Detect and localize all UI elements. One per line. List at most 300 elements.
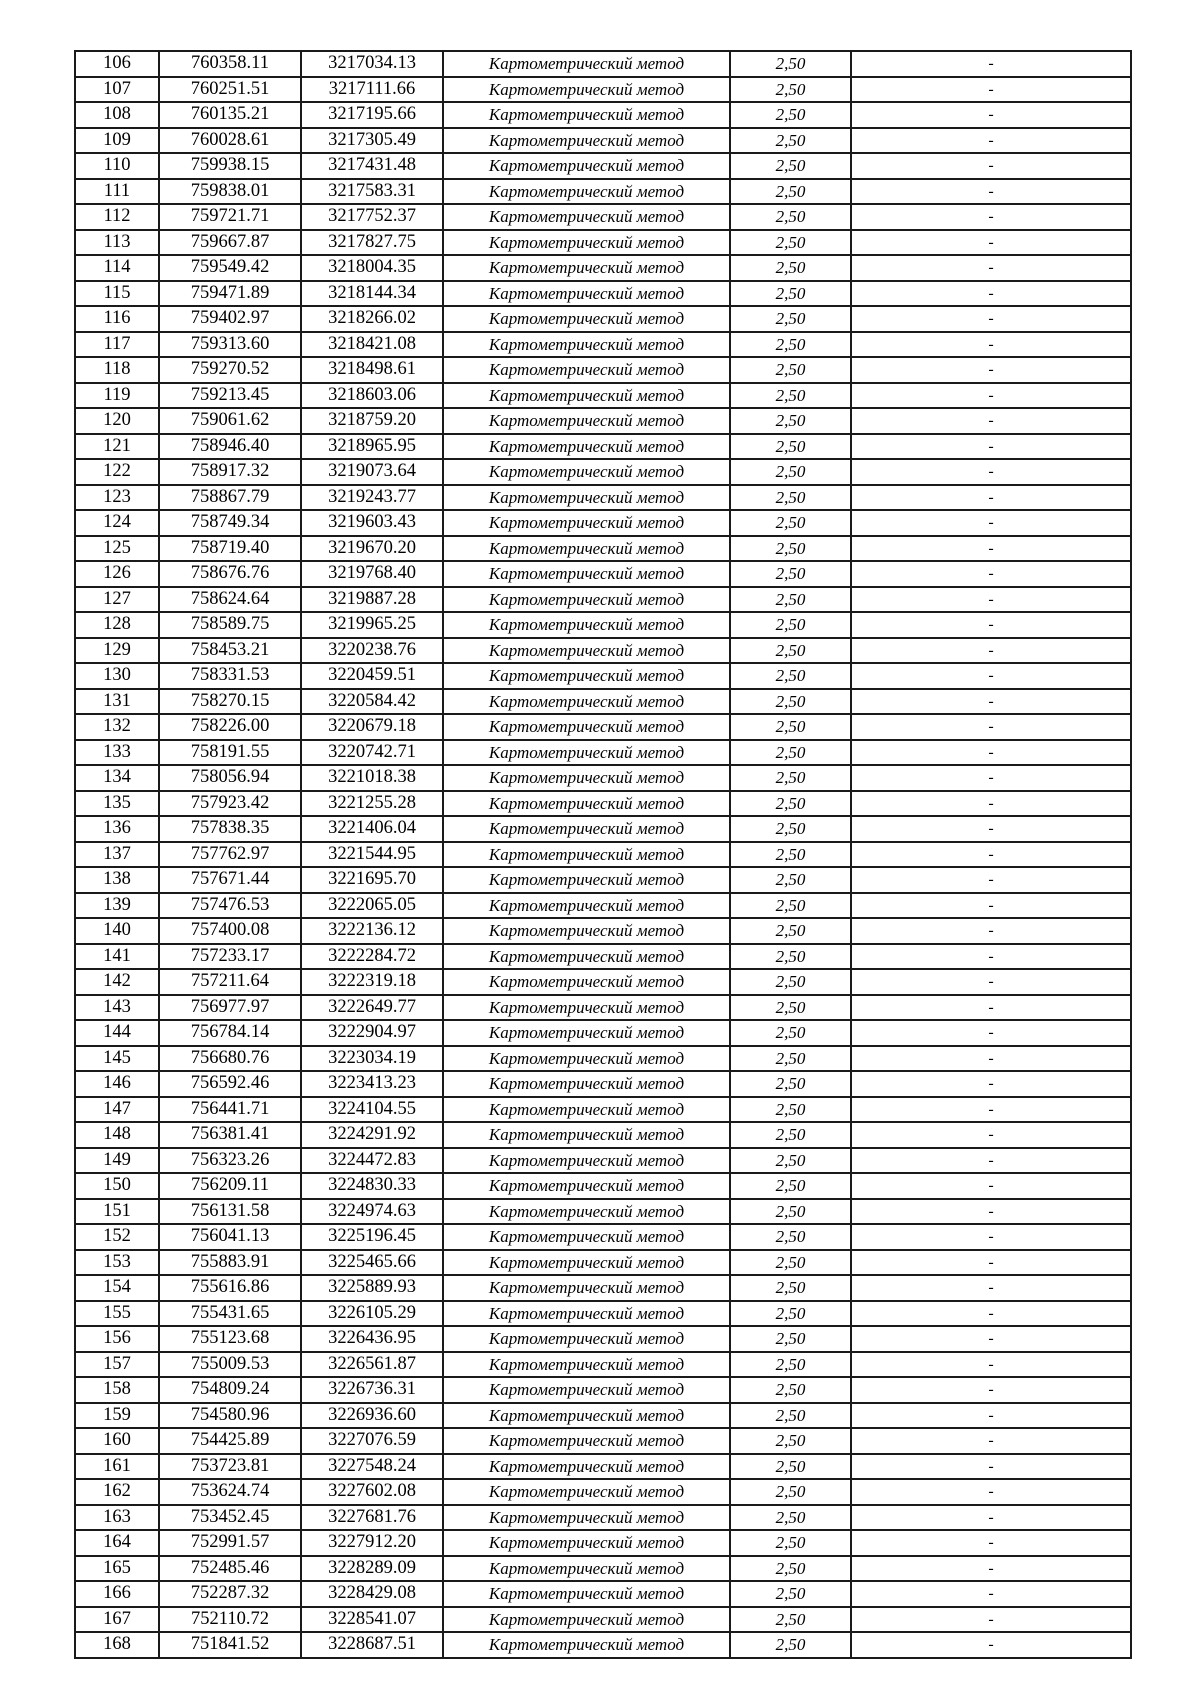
x-coordinate-cell: 758331.53 <box>159 663 301 689</box>
table-row <box>75 765 1131 791</box>
y-coordinate-cell: 3227548.24 <box>301 1454 443 1480</box>
accuracy-cell: 2,50 <box>730 77 851 103</box>
point-number-cell: 168 <box>75 1632 159 1658</box>
table-row <box>75 740 1131 766</box>
point-number-cell: 129 <box>75 638 159 664</box>
description-cell: - <box>851 510 1131 536</box>
y-coordinate-cell: 3219073.64 <box>301 459 443 485</box>
x-coordinate-cell: 758270.15 <box>159 689 301 715</box>
method-cell: Картометрический метод <box>443 867 730 893</box>
accuracy-cell: 2,50 <box>730 204 851 230</box>
point-number-cell: 162 <box>75 1479 159 1505</box>
y-coordinate-cell: 3228289.09 <box>301 1556 443 1582</box>
description-cell: - <box>851 1607 1131 1633</box>
point-number-cell: 155 <box>75 1301 159 1327</box>
table-row <box>75 1479 1131 1505</box>
point-number-cell: 140 <box>75 918 159 944</box>
table-row <box>75 153 1131 179</box>
y-coordinate-cell: 3217034.13 <box>301 51 443 77</box>
method-cell: Картометрический метод <box>443 1173 730 1199</box>
point-number-cell: 114 <box>75 255 159 281</box>
accuracy-cell: 2,50 <box>730 1556 851 1582</box>
description-cell: - <box>851 638 1131 664</box>
point-number-cell: 111 <box>75 179 159 205</box>
x-coordinate-cell: 756041.13 <box>159 1224 301 1250</box>
y-coordinate-cell: 3226936.60 <box>301 1403 443 1429</box>
method-cell: Картометрический метод <box>443 153 730 179</box>
y-coordinate-cell: 3219887.28 <box>301 587 443 613</box>
y-coordinate-cell: 3218421.08 <box>301 332 443 358</box>
description-cell: - <box>851 1173 1131 1199</box>
description-cell: - <box>851 1377 1131 1403</box>
point-number-cell: 153 <box>75 1250 159 1276</box>
x-coordinate-cell: 757762.97 <box>159 842 301 868</box>
x-coordinate-cell: 752485.46 <box>159 1556 301 1582</box>
table-row <box>75 1275 1131 1301</box>
x-coordinate-cell: 757923.42 <box>159 791 301 817</box>
table-row <box>75 1071 1131 1097</box>
table-row <box>75 1581 1131 1607</box>
description-cell: - <box>851 663 1131 689</box>
y-coordinate-cell: 3224291.92 <box>301 1122 443 1148</box>
table-row <box>75 638 1131 664</box>
x-coordinate-cell: 752287.32 <box>159 1581 301 1607</box>
accuracy-cell: 2,50 <box>730 102 851 128</box>
description-cell: - <box>851 230 1131 256</box>
method-cell: Картометрический метод <box>443 689 730 715</box>
description-cell: - <box>851 918 1131 944</box>
description-cell: - <box>851 1071 1131 1097</box>
x-coordinate-cell: 755883.91 <box>159 1250 301 1276</box>
description-cell: - <box>851 1097 1131 1123</box>
method-cell: Картометрический метод <box>443 1454 730 1480</box>
y-coordinate-cell: 3228429.08 <box>301 1581 443 1607</box>
point-number-cell: 131 <box>75 689 159 715</box>
accuracy-cell: 2,50 <box>730 791 851 817</box>
table-row <box>75 357 1131 383</box>
description-cell: - <box>851 153 1131 179</box>
y-coordinate-cell: 3221544.95 <box>301 842 443 868</box>
x-coordinate-cell: 755616.86 <box>159 1275 301 1301</box>
accuracy-cell: 2,50 <box>730 1224 851 1250</box>
method-cell: Картометрический метод <box>443 1607 730 1633</box>
method-cell: Картометрический метод <box>443 969 730 995</box>
point-number-cell: 108 <box>75 102 159 128</box>
method-cell: Картометрический метод <box>443 1046 730 1072</box>
table-row <box>75 255 1131 281</box>
description-cell: - <box>851 1428 1131 1454</box>
method-cell: Картометрический метод <box>443 51 730 77</box>
method-cell: Картометрический метод <box>443 918 730 944</box>
point-number-cell: 118 <box>75 357 159 383</box>
method-cell: Картометрический метод <box>443 587 730 613</box>
point-number-cell: 119 <box>75 383 159 409</box>
x-coordinate-cell: 759313.60 <box>159 332 301 358</box>
method-cell: Картометрический метод <box>443 1326 730 1352</box>
table-row <box>75 1403 1131 1429</box>
description-cell: - <box>851 332 1131 358</box>
point-number-cell: 136 <box>75 816 159 842</box>
x-coordinate-cell: 753624.74 <box>159 1479 301 1505</box>
point-number-cell: 133 <box>75 740 159 766</box>
accuracy-cell: 2,50 <box>730 1479 851 1505</box>
table-row <box>75 1250 1131 1276</box>
y-coordinate-cell: 3220238.76 <box>301 638 443 664</box>
table-row <box>75 459 1131 485</box>
accuracy-cell: 2,50 <box>730 536 851 562</box>
point-number-cell: 126 <box>75 561 159 587</box>
x-coordinate-cell: 752110.72 <box>159 1607 301 1633</box>
x-coordinate-cell: 753452.45 <box>159 1505 301 1531</box>
table-row <box>75 1428 1131 1454</box>
description-cell: - <box>851 1122 1131 1148</box>
table-row <box>75 1632 1131 1658</box>
method-cell: Картометрический метод <box>443 1352 730 1378</box>
point-number-cell: 113 <box>75 230 159 256</box>
description-cell: - <box>851 995 1131 1021</box>
table-row <box>75 714 1131 740</box>
accuracy-cell: 2,50 <box>730 1632 851 1658</box>
point-number-cell: 121 <box>75 434 159 460</box>
x-coordinate-cell: 756977.97 <box>159 995 301 1021</box>
method-cell: Картометрический метод <box>443 791 730 817</box>
accuracy-cell: 2,50 <box>730 689 851 715</box>
description-cell: - <box>851 1046 1131 1072</box>
accuracy-cell: 2,50 <box>730 867 851 893</box>
description-cell: - <box>851 281 1131 307</box>
description-cell: - <box>851 357 1131 383</box>
x-coordinate-cell: 760135.21 <box>159 102 301 128</box>
description-cell: - <box>851 1632 1131 1658</box>
method-cell: Картометрический метод <box>443 255 730 281</box>
table-row <box>75 1352 1131 1378</box>
y-coordinate-cell: 3220742.71 <box>301 740 443 766</box>
table-row <box>75 306 1131 332</box>
accuracy-cell: 2,50 <box>730 638 851 664</box>
y-coordinate-cell: 3227076.59 <box>301 1428 443 1454</box>
table-row <box>75 1097 1131 1123</box>
table-row <box>75 485 1131 511</box>
x-coordinate-cell: 756323.26 <box>159 1148 301 1174</box>
point-number-cell: 151 <box>75 1199 159 1225</box>
method-cell: Картометрический метод <box>443 1377 730 1403</box>
point-number-cell: 110 <box>75 153 159 179</box>
table-row <box>75 1326 1131 1352</box>
y-coordinate-cell: 3221255.28 <box>301 791 443 817</box>
table-row <box>75 1020 1131 1046</box>
x-coordinate-cell: 757838.35 <box>159 816 301 842</box>
x-coordinate-cell: 756441.71 <box>159 1097 301 1123</box>
x-coordinate-cell: 751841.52 <box>159 1632 301 1658</box>
x-coordinate-cell: 758191.55 <box>159 740 301 766</box>
method-cell: Картометрический метод <box>443 765 730 791</box>
accuracy-cell: 2,50 <box>730 740 851 766</box>
point-number-cell: 166 <box>75 1581 159 1607</box>
description-cell: - <box>851 536 1131 562</box>
accuracy-cell: 2,50 <box>730 1097 851 1123</box>
method-cell: Картометрический метод <box>443 816 730 842</box>
accuracy-cell: 2,50 <box>730 561 851 587</box>
x-coordinate-cell: 755009.53 <box>159 1352 301 1378</box>
description-cell: - <box>851 867 1131 893</box>
method-cell: Картометрический метод <box>443 995 730 1021</box>
method-cell: Картометрический метод <box>443 893 730 919</box>
accuracy-cell: 2,50 <box>730 969 851 995</box>
accuracy-cell: 2,50 <box>730 1020 851 1046</box>
method-cell: Картометрический метод <box>443 1428 730 1454</box>
method-cell: Картометрический метод <box>443 1275 730 1301</box>
y-coordinate-cell: 3226105.29 <box>301 1301 443 1327</box>
x-coordinate-cell: 759471.89 <box>159 281 301 307</box>
y-coordinate-cell: 3221406.04 <box>301 816 443 842</box>
accuracy-cell: 2,50 <box>730 1505 851 1531</box>
point-number-cell: 152 <box>75 1224 159 1250</box>
description-cell: - <box>851 612 1131 638</box>
accuracy-cell: 2,50 <box>730 1046 851 1072</box>
point-number-cell: 124 <box>75 510 159 536</box>
accuracy-cell: 2,50 <box>730 1148 851 1174</box>
point-number-cell: 142 <box>75 969 159 995</box>
y-coordinate-cell: 3224104.55 <box>301 1097 443 1123</box>
description-cell: - <box>851 383 1131 409</box>
x-coordinate-cell: 757671.44 <box>159 867 301 893</box>
description-cell: - <box>851 77 1131 103</box>
y-coordinate-cell: 3224830.33 <box>301 1173 443 1199</box>
table-row <box>75 1199 1131 1225</box>
y-coordinate-cell: 3224472.83 <box>301 1148 443 1174</box>
method-cell: Картометрический метод <box>443 1403 730 1429</box>
point-number-cell: 127 <box>75 587 159 613</box>
table-row <box>75 1122 1131 1148</box>
table-row <box>75 867 1131 893</box>
accuracy-cell: 2,50 <box>730 230 851 256</box>
point-number-cell: 139 <box>75 893 159 919</box>
x-coordinate-cell: 759838.01 <box>159 179 301 205</box>
x-coordinate-cell: 755431.65 <box>159 1301 301 1327</box>
y-coordinate-cell: 3218498.61 <box>301 357 443 383</box>
method-cell: Картометрический метод <box>443 1505 730 1531</box>
x-coordinate-cell: 758719.40 <box>159 536 301 562</box>
accuracy-cell: 2,50 <box>730 1530 851 1556</box>
point-number-cell: 132 <box>75 714 159 740</box>
method-cell: Картометрический метод <box>443 1632 730 1658</box>
accuracy-cell: 2,50 <box>730 944 851 970</box>
point-number-cell: 147 <box>75 1097 159 1123</box>
description-cell: - <box>851 1556 1131 1582</box>
table-row <box>75 408 1131 434</box>
x-coordinate-cell: 753723.81 <box>159 1454 301 1480</box>
method-cell: Картометрический метод <box>443 740 730 766</box>
y-coordinate-cell: 3220584.42 <box>301 689 443 715</box>
table-row <box>75 230 1131 256</box>
method-cell: Картометрический метод <box>443 561 730 587</box>
point-number-cell: 125 <box>75 536 159 562</box>
x-coordinate-cell: 758946.40 <box>159 434 301 460</box>
x-coordinate-cell: 756209.11 <box>159 1173 301 1199</box>
y-coordinate-cell: 3217752.37 <box>301 204 443 230</box>
description-cell: - <box>851 179 1131 205</box>
y-coordinate-cell: 3228541.07 <box>301 1607 443 1633</box>
table-row <box>75 1301 1131 1327</box>
description-cell: - <box>851 1020 1131 1046</box>
x-coordinate-cell: 757476.53 <box>159 893 301 919</box>
method-cell: Картометрический метод <box>443 1097 730 1123</box>
accuracy-cell: 2,50 <box>730 995 851 1021</box>
table-row <box>75 1454 1131 1480</box>
y-coordinate-cell: 3225196.45 <box>301 1224 443 1250</box>
y-coordinate-cell: 3225889.93 <box>301 1275 443 1301</box>
method-cell: Картометрический метод <box>443 842 730 868</box>
table-row <box>75 969 1131 995</box>
accuracy-cell: 2,50 <box>730 306 851 332</box>
point-number-cell: 112 <box>75 204 159 230</box>
table-row <box>75 1148 1131 1174</box>
y-coordinate-cell: 3218144.34 <box>301 281 443 307</box>
description-cell: - <box>851 893 1131 919</box>
description-cell: - <box>851 255 1131 281</box>
accuracy-cell: 2,50 <box>730 1326 851 1352</box>
accuracy-cell: 2,50 <box>730 587 851 613</box>
y-coordinate-cell: 3225465.66 <box>301 1250 443 1276</box>
x-coordinate-cell: 756381.41 <box>159 1122 301 1148</box>
accuracy-cell: 2,50 <box>730 459 851 485</box>
point-number-cell: 164 <box>75 1530 159 1556</box>
point-number-cell: 130 <box>75 663 159 689</box>
point-number-cell: 135 <box>75 791 159 817</box>
x-coordinate-cell: 758676.76 <box>159 561 301 587</box>
table-row <box>75 102 1131 128</box>
accuracy-cell: 2,50 <box>730 1173 851 1199</box>
method-cell: Картометрический метод <box>443 510 730 536</box>
table-row <box>75 1530 1131 1556</box>
point-number-cell: 161 <box>75 1454 159 1480</box>
point-number-cell: 154 <box>75 1275 159 1301</box>
y-coordinate-cell: 3217111.66 <box>301 77 443 103</box>
table-row <box>75 51 1131 77</box>
method-cell: Картометрический метод <box>443 1199 730 1225</box>
y-coordinate-cell: 3218965.95 <box>301 434 443 460</box>
x-coordinate-cell: 757211.64 <box>159 969 301 995</box>
table-row <box>75 995 1131 1021</box>
x-coordinate-cell: 758749.34 <box>159 510 301 536</box>
table-row <box>75 791 1131 817</box>
point-number-cell: 165 <box>75 1556 159 1582</box>
table-row <box>75 689 1131 715</box>
accuracy-cell: 2,50 <box>730 1581 851 1607</box>
x-coordinate-cell: 754425.89 <box>159 1428 301 1454</box>
y-coordinate-cell: 3222904.97 <box>301 1020 443 1046</box>
coordinates-table-body <box>75 51 1131 1658</box>
description-cell: - <box>851 689 1131 715</box>
accuracy-cell: 2,50 <box>730 1250 851 1276</box>
description-cell: - <box>851 587 1131 613</box>
method-cell: Картометрический метод <box>443 714 730 740</box>
point-number-cell: 117 <box>75 332 159 358</box>
method-cell: Картометрический метод <box>443 536 730 562</box>
point-number-cell: 150 <box>75 1173 159 1199</box>
description-cell: - <box>851 485 1131 511</box>
description-cell: - <box>851 842 1131 868</box>
y-coordinate-cell: 3217431.48 <box>301 153 443 179</box>
table-row <box>75 1556 1131 1582</box>
point-number-cell: 163 <box>75 1505 159 1531</box>
description-cell: - <box>851 102 1131 128</box>
x-coordinate-cell: 759549.42 <box>159 255 301 281</box>
point-number-cell: 146 <box>75 1071 159 1097</box>
method-cell: Картометрический метод <box>443 77 730 103</box>
description-cell: - <box>851 1352 1131 1378</box>
y-coordinate-cell: 3227912.20 <box>301 1530 443 1556</box>
x-coordinate-cell: 759402.97 <box>159 306 301 332</box>
accuracy-cell: 2,50 <box>730 1607 851 1633</box>
method-cell: Картометрический метод <box>443 1148 730 1174</box>
y-coordinate-cell: 3223034.19 <box>301 1046 443 1072</box>
x-coordinate-cell: 756131.58 <box>159 1199 301 1225</box>
x-coordinate-cell: 758453.21 <box>159 638 301 664</box>
x-coordinate-cell: 754580.96 <box>159 1403 301 1429</box>
accuracy-cell: 2,50 <box>730 663 851 689</box>
accuracy-cell: 2,50 <box>730 1428 851 1454</box>
x-coordinate-cell: 759213.45 <box>159 383 301 409</box>
method-cell: Картометрический метод <box>443 357 730 383</box>
x-coordinate-cell: 760251.51 <box>159 77 301 103</box>
description-cell: - <box>851 1326 1131 1352</box>
accuracy-cell: 2,50 <box>730 893 851 919</box>
y-coordinate-cell: 3223413.23 <box>301 1071 443 1097</box>
method-cell: Картометрический метод <box>443 1530 730 1556</box>
y-coordinate-cell: 3227602.08 <box>301 1479 443 1505</box>
method-cell: Картометрический метод <box>443 612 730 638</box>
table-row <box>75 128 1131 154</box>
point-number-cell: 144 <box>75 1020 159 1046</box>
table-row <box>75 1173 1131 1199</box>
description-cell: - <box>851 1250 1131 1276</box>
table-row <box>75 1224 1131 1250</box>
x-coordinate-cell: 755123.68 <box>159 1326 301 1352</box>
table-row <box>75 281 1131 307</box>
point-number-cell: 149 <box>75 1148 159 1174</box>
table-row <box>75 510 1131 536</box>
description-cell: - <box>851 740 1131 766</box>
method-cell: Картометрический метод <box>443 663 730 689</box>
description-cell: - <box>851 1454 1131 1480</box>
x-coordinate-cell: 752991.57 <box>159 1530 301 1556</box>
accuracy-cell: 2,50 <box>730 281 851 307</box>
table-row <box>75 612 1131 638</box>
point-number-cell: 156 <box>75 1326 159 1352</box>
point-number-cell: 115 <box>75 281 159 307</box>
point-number-cell: 159 <box>75 1403 159 1429</box>
y-coordinate-cell: 3228687.51 <box>301 1632 443 1658</box>
coordinates-table <box>74 50 1132 1659</box>
table-row <box>75 1505 1131 1531</box>
point-number-cell: 123 <box>75 485 159 511</box>
description-cell: - <box>851 561 1131 587</box>
table-row <box>75 434 1131 460</box>
description-cell: - <box>851 1224 1131 1250</box>
x-coordinate-cell: 756592.46 <box>159 1071 301 1097</box>
method-cell: Картометрический метод <box>443 1581 730 1607</box>
y-coordinate-cell: 3219965.25 <box>301 612 443 638</box>
x-coordinate-cell: 758589.75 <box>159 612 301 638</box>
method-cell: Картометрический метод <box>443 638 730 664</box>
point-number-cell: 137 <box>75 842 159 868</box>
point-number-cell: 109 <box>75 128 159 154</box>
table-row <box>75 663 1131 689</box>
y-coordinate-cell: 3219768.40 <box>301 561 443 587</box>
point-number-cell: 122 <box>75 459 159 485</box>
point-number-cell: 106 <box>75 51 159 77</box>
